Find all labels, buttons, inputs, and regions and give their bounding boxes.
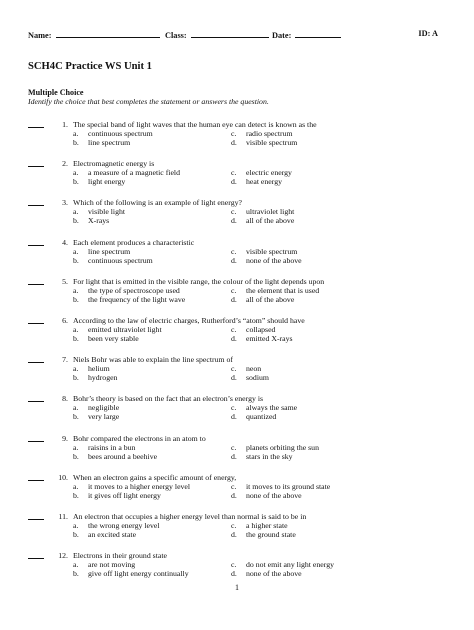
option-text: it moves to a higher energy level [88,481,191,491]
option-text: stars in the sky [246,451,293,461]
option-b [73,177,125,186]
option-letter: b. [73,333,79,343]
option-text: negligible [88,403,120,413]
option-letter: d. [231,138,237,147]
question-number: 11. [58,511,68,521]
option-text: collapsed [246,324,276,334]
option-letter: d. [231,216,237,226]
answer-blank[interactable] [28,558,44,559]
option-letter: d. [231,569,237,579]
option-text: the element that is used [246,285,320,295]
id-field: ID: A [418,29,438,38]
option-c [231,247,297,256]
question-9 [28,434,444,473]
question-stem: Electrons in their ground state [73,551,167,561]
option-text: visible light [88,207,126,217]
option-letter: d. [231,451,237,461]
option-letter: b. [73,216,79,226]
answer-blank[interactable] [28,323,44,324]
option-letter: d. [231,177,237,187]
option-letter: b. [73,451,79,461]
option-letter: b. [73,490,79,500]
option-a [73,482,190,491]
option-letter: c. [231,246,237,256]
option-letter: b. [73,294,79,304]
option-letter: c. [231,129,237,138]
option-letter: a. [73,168,79,178]
option-b [73,373,117,382]
option-text: helium [88,364,110,374]
option-text: always the same [246,403,298,413]
option-letter: c. [231,324,237,334]
question-stem: The special band of light waves that the human eye can detect is known as the [73,120,317,129]
page-number: 1 [235,583,239,592]
option-text: radio spectrum [246,129,293,138]
question-number: 9. [62,433,68,443]
option-d [231,412,276,421]
option-c [231,168,292,177]
question-number: 4. [62,237,68,247]
option-a [73,560,135,569]
option-text: none of the above [246,255,302,265]
question-stem: Niels Bohr was able to explain the line spectrum of [73,355,234,365]
option-text: planets orbiting the sun [246,442,319,452]
option-text: been very stable [88,333,139,343]
option-letter: d. [231,255,237,265]
option-text: sodium [246,373,269,383]
question-5 [28,277,444,316]
option-b [73,412,119,421]
question-stem: Bohr’s theory is based on the fact that an electron’s energy is [73,394,264,404]
option-d [231,373,269,382]
question-stem: According to the law of electric charges, Rutherford’s “atom” should have [73,315,305,325]
option-b [73,530,136,539]
option-letter: a. [73,481,79,491]
option-d [231,138,297,147]
option-a [73,247,130,256]
question-number: 5. [62,276,68,286]
question-3 [28,198,444,237]
option-text: line spectrum [88,138,131,147]
option-text: X-rays [88,216,110,226]
option-b [73,295,185,304]
option-a [73,168,180,177]
question-stem: For light that is emitted in the visible range, the colour of the light depends upon [73,276,325,286]
option-c [231,364,261,373]
option-d [231,177,282,186]
option-text: continuous spectrum [88,129,153,138]
question-stem: When an electron gains a specific amount of energy, [73,472,237,482]
question-10 [28,473,444,512]
option-text: all of the above [246,216,295,226]
option-c [231,403,297,412]
option-text: it moves to its ground state [246,481,331,491]
question-6 [28,316,444,355]
option-letter: a. [73,403,79,413]
answer-blank[interactable] [28,362,44,363]
question-number: 8. [62,394,68,404]
section-instructions: Identify the choice that best completes the statement or answers the question. [28,97,269,106]
option-letter: b. [73,138,79,147]
option-letter: a. [73,246,79,256]
question-stem: Each element produces a characteristic [73,237,195,247]
question-2 [28,159,444,198]
question-4 [28,238,444,277]
option-text: are not moving [88,560,136,570]
option-text: a higher state [246,520,288,530]
date-field [272,29,341,40]
option-c [231,521,288,530]
option-letter: c. [231,168,237,178]
option-c [231,560,334,569]
option-d [231,295,294,304]
option-text: give off light energy continually [88,569,189,579]
answer-blank[interactable] [28,519,44,520]
answer-blank[interactable] [28,480,44,481]
option-text: all of the above [246,294,295,304]
option-b [73,138,130,147]
option-letter: b. [73,412,79,422]
option-letter: d. [231,294,237,304]
option-text: bees around a beehive [88,451,158,461]
date-label: Date: [272,31,292,40]
class-line [191,29,269,38]
option-letter: a. [73,129,79,138]
option-letter: c. [231,560,237,570]
question-number: 3. [62,198,68,208]
option-b [73,569,189,578]
question-8 [28,394,444,433]
question-stem: An electron that occupies a higher energy level than normal is said to be in [73,511,307,521]
option-a [73,364,110,373]
date-line [295,29,341,38]
question-stem: Electromagnetic energy is [73,159,155,169]
question-number: 10. [58,472,68,482]
name-label: Name: [28,31,52,40]
option-a [73,207,125,216]
option-text: hydrogen [88,373,118,383]
question-stem: Which of the following is an example of light energy? [73,198,242,208]
option-a [73,129,153,138]
option-letter: b. [73,177,79,187]
option-text: continuous spectrum [88,255,153,265]
option-text: quantized [246,412,277,422]
option-letter: b. [73,255,79,265]
option-letter: a. [73,520,79,530]
worksheet-header [28,29,438,41]
option-b [73,256,153,265]
option-b [73,216,109,225]
option-letter: a. [73,207,79,217]
question-stem: Bohr compared the electrons in an atom to [73,433,206,443]
option-b [73,452,157,461]
option-letter: c. [231,364,237,374]
question-1 [28,120,444,159]
name-field [28,29,160,40]
option-text: it gives off light energy [88,490,161,500]
option-text: line spectrum [88,246,131,256]
option-d [231,530,296,539]
option-letter: a. [73,442,79,452]
option-text: the ground state [246,529,296,539]
option-letter: b. [73,373,79,383]
answer-blank[interactable] [28,284,44,285]
option-letter: b. [73,529,79,539]
option-letter: b. [73,569,79,579]
class-field [165,29,269,40]
option-letter: d. [231,373,237,383]
option-a [73,443,135,452]
option-b [73,334,139,343]
option-letter: c. [231,442,237,452]
worksheet-title: SCH4C Practice WS Unit 1 [28,61,152,72]
class-label: Class: [165,31,187,40]
option-c [231,325,275,334]
option-d [231,491,302,500]
option-letter: d. [231,333,237,343]
question-number: 7. [62,355,68,365]
option-text: emitted ultraviolet light [88,324,162,334]
option-text: heat energy [246,177,283,187]
option-text: very large [88,412,120,422]
option-text: light energy [88,177,126,187]
option-letter: c. [231,403,237,413]
option-letter: c. [231,207,237,217]
option-text: the frequency of the light wave [88,294,186,304]
option-letter: d. [231,490,237,500]
option-letter: d. [231,412,237,422]
option-text: do not emit any light energy [246,560,334,570]
option-text: emitted X-rays [246,333,293,343]
option-text: an excited state [88,529,137,539]
option-a [73,286,180,295]
option-text: neon [246,364,262,374]
option-text: visible spectrum [246,138,298,147]
option-letter: c. [231,481,237,491]
option-b [73,491,161,500]
option-text: none of the above [246,490,302,500]
option-letter: c. [231,520,237,530]
question-number: 2. [62,159,68,169]
question-number: 1. [62,120,68,129]
answer-blank[interactable] [28,245,44,246]
question-number: 12. [58,551,68,561]
option-letter: c. [231,285,237,295]
question-list [28,120,444,590]
option-d [231,256,302,265]
option-a [73,325,162,334]
option-text: electric energy [246,168,292,178]
name-line [56,29,160,38]
option-letter: a. [73,364,79,374]
option-text: visible spectrum [246,246,298,256]
option-d [231,334,293,343]
question-7 [28,355,444,394]
question-number: 6. [62,315,68,325]
answer-blank[interactable] [28,205,44,206]
section-heading: Multiple Choice [28,88,84,97]
option-text: the type of spectroscope used [88,285,180,295]
answer-blank[interactable] [28,401,44,402]
answer-blank[interactable] [28,127,44,128]
option-text: the wrong energy level [88,520,160,530]
option-c [231,207,294,216]
option-text: a measure of a magnetic field [88,168,181,178]
option-letter: a. [73,285,79,295]
option-c [231,129,293,138]
option-c [231,482,330,491]
option-d [231,452,293,461]
option-d [231,569,302,578]
option-c [231,443,319,452]
option-text: raisins in a bun [88,442,136,452]
answer-blank[interactable] [28,441,44,442]
option-letter: a. [73,324,79,334]
question-11 [28,512,444,551]
option-a [73,521,160,530]
option-letter: a. [73,560,79,570]
option-d [231,216,294,225]
answer-blank[interactable] [28,166,44,167]
option-a [73,403,119,412]
option-text: none of the above [246,569,302,579]
option-letter: d. [231,529,237,539]
option-c [231,286,319,295]
option-text: ultraviolet light [246,207,295,217]
